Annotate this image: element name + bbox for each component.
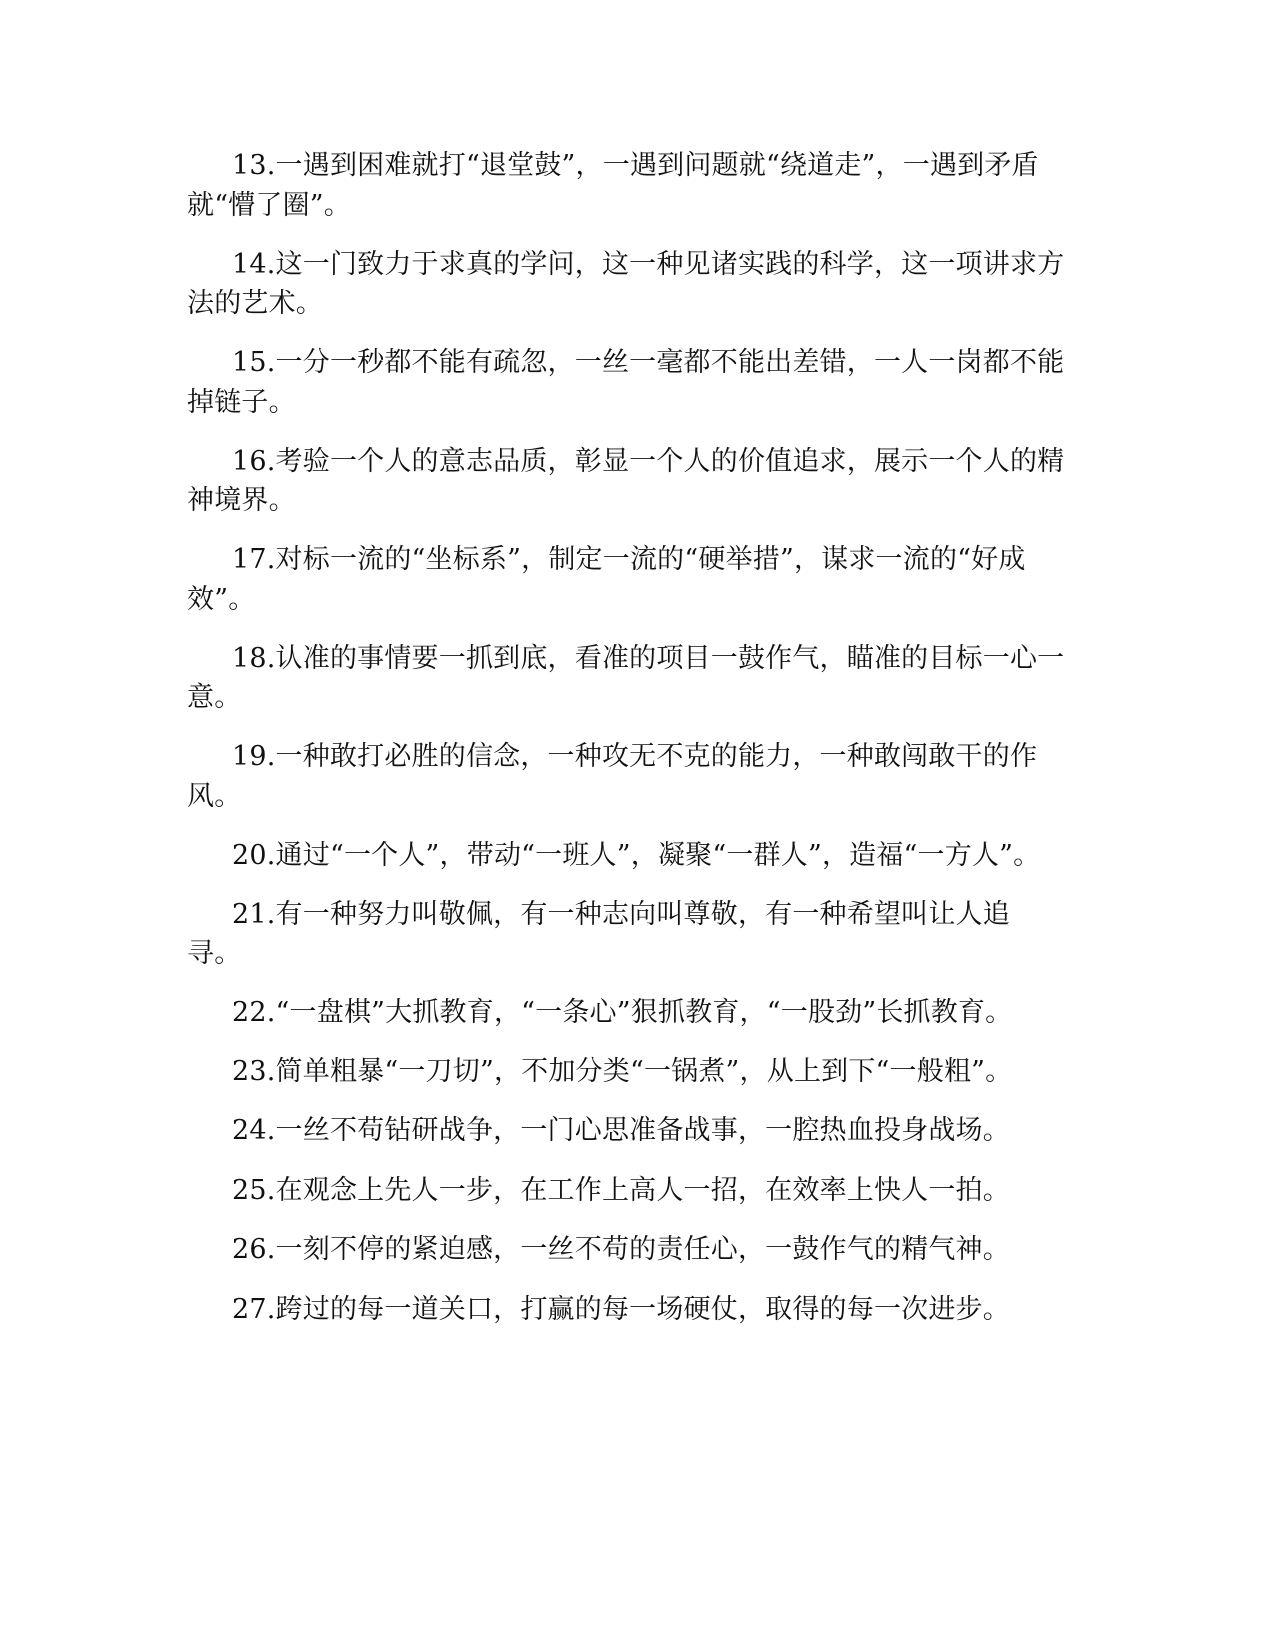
paragraph-21: 21.有一种努力叫敬佩，有一种志向叫尊敬，有一种希望叫让人追寻。	[187, 898, 1010, 969]
paragraph-18: 18.认准的事情要一抓到底，看准的项目一鼓作气，瞄准的目标一心一意。	[187, 642, 1065, 713]
paragraph-13: 13.一遇到困难就打“退堂鼓”，一遇到问题就“绕道走”，一遇到矛盾就“懵了圈”。	[187, 150, 1039, 221]
paragraph-26: 26.一刻不停的紧迫感，一丝不苟的责任心，一鼓作气的精气神。	[232, 1234, 1010, 1265]
paragraph-20: 20.通过“一个人”，带动“一班人”，凝聚“一群人”，造福“一方人”。	[232, 839, 1041, 871]
paragraph-27: 27.跨过的每一道关口，打赢的每一场硬仗，取得的每一次进步。	[232, 1293, 1010, 1325]
paragraph-16: 16.考验一个人的意志品质，彰显一个人的价值追求，展示一个人的精神境界。	[187, 445, 1065, 516]
paragraph-23: 23.简单粗暴“一刀切”，不加分类“一锅煮”，从上到下“一般粗”。	[232, 1056, 1013, 1087]
paragraph-25: 25.在观念上先人一步，在工作上高人一招，在效率上快人一拍。	[232, 1174, 1010, 1206]
paragraph-24: 24.一丝不苟钻研战争，一门心思准备战事，一腔热血投身战场。	[232, 1115, 1010, 1146]
paragraph-17: 17.对标一流的“坐标系”，制定一流的“硬举措”，谋求一流的“好成效”。	[187, 544, 1026, 615]
paragraph-19: 19.一种敢打必胜的信念，一种攻无不克的能力，一种敢闯敢干的作风。	[187, 741, 1038, 812]
paragraph-22: 22.“一盘棋”大抓教育，“一条心”狠抓教育，“一股劲”长抓教育。	[232, 997, 1013, 1028]
document-body	[187, 146, 1087, 1349]
paragraph-15: 15.一分一秒都不能有疏忽，一丝一毫都不能出差错，一人一岗都不能掉链子。	[187, 347, 1065, 418]
paragraph-14: 14.这一门致力于求真的学问，这一种见诸实践的科学，这一项讲求方法的艺术。	[187, 248, 1065, 319]
